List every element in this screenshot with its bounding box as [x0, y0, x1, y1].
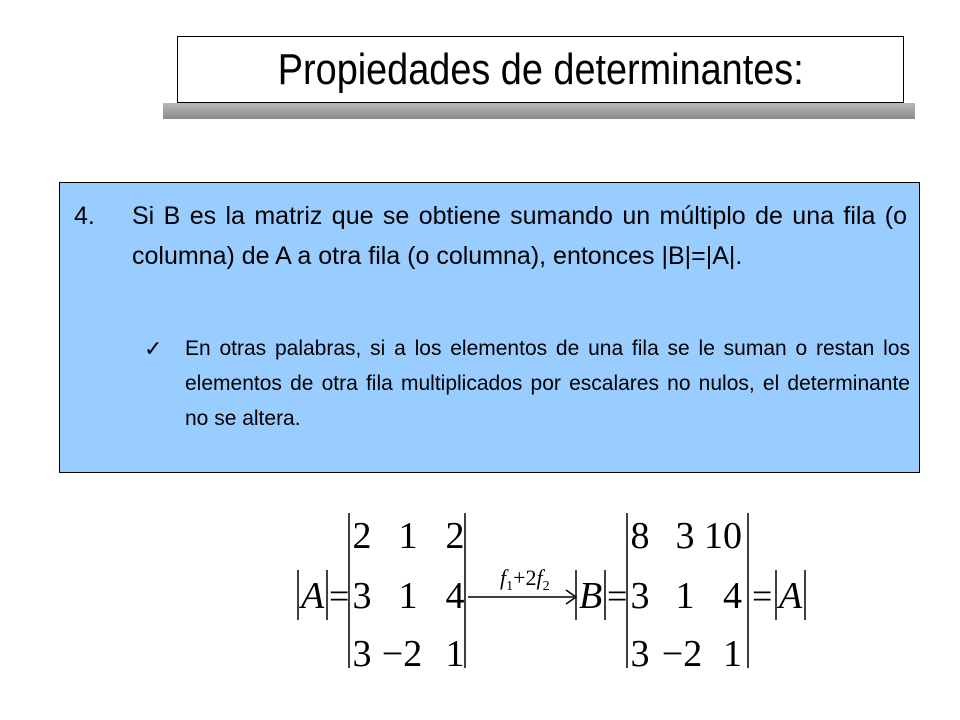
matrix-a-cell: 4: [445, 575, 465, 617]
matrix-a-cell: 2: [445, 515, 465, 557]
formula-svg: [290, 505, 820, 675]
matrix-b-cell: 3: [675, 515, 695, 557]
matrix-b-cell: 10: [704, 515, 742, 557]
property-item: [74, 196, 907, 276]
matrix-b-cell: 1: [675, 575, 695, 617]
matrix-b-cell: 1: [723, 633, 742, 675]
sub-point-text: En otras palabras, si a los elementos de una fila se le suman o restan los elementos de otra fila multiplicados por escalares no nulos, el determinante no se altera.: [185, 337, 910, 430]
page-title: Propiedades de determinantes:: [277, 44, 804, 94]
matrix-a-cell: 2: [352, 515, 372, 557]
matrix-a-cell: 3: [352, 575, 372, 617]
sub-point: [144, 331, 910, 436]
matrix-a-cell: 1: [398, 575, 418, 617]
matrix-b-cell: 3: [630, 633, 650, 675]
matrix-b-cell: 8: [630, 515, 650, 557]
title-box: [177, 36, 904, 103]
determinant-formula: [290, 505, 820, 675]
matrix-a-cell: 1: [445, 633, 465, 675]
item-text: Si B es la matriz que se obtiene sumando un múltiplo de una fila (o columna) de A a otra fila (o columna), entonces |B|=|A|.: [132, 202, 907, 270]
matrix-b-cell: −2: [661, 633, 703, 675]
matrix-a-name: A: [301, 575, 325, 617]
title-shadow: [163, 103, 915, 119]
matrix-a-cell: 1: [398, 515, 418, 557]
matrix-a-cell: 3: [352, 633, 372, 675]
equals-sign-1: =: [329, 576, 350, 616]
checkmark-icon: ✓: [144, 336, 163, 361]
content-box: [59, 182, 920, 473]
matrix-a-name-result: A: [779, 575, 803, 617]
equals-sign-3: =: [752, 576, 773, 616]
row-operation-label: $f_1+2f_2$: [500, 565, 550, 594]
matrix-a-cell: −2: [381, 633, 423, 675]
item-number: 4.: [74, 202, 95, 230]
matrix-b-cell: 4: [723, 575, 742, 617]
matrix-b-cell: 3: [630, 575, 650, 617]
equals-sign-2: =: [607, 576, 628, 616]
matrix-b-name: B: [579, 575, 603, 617]
